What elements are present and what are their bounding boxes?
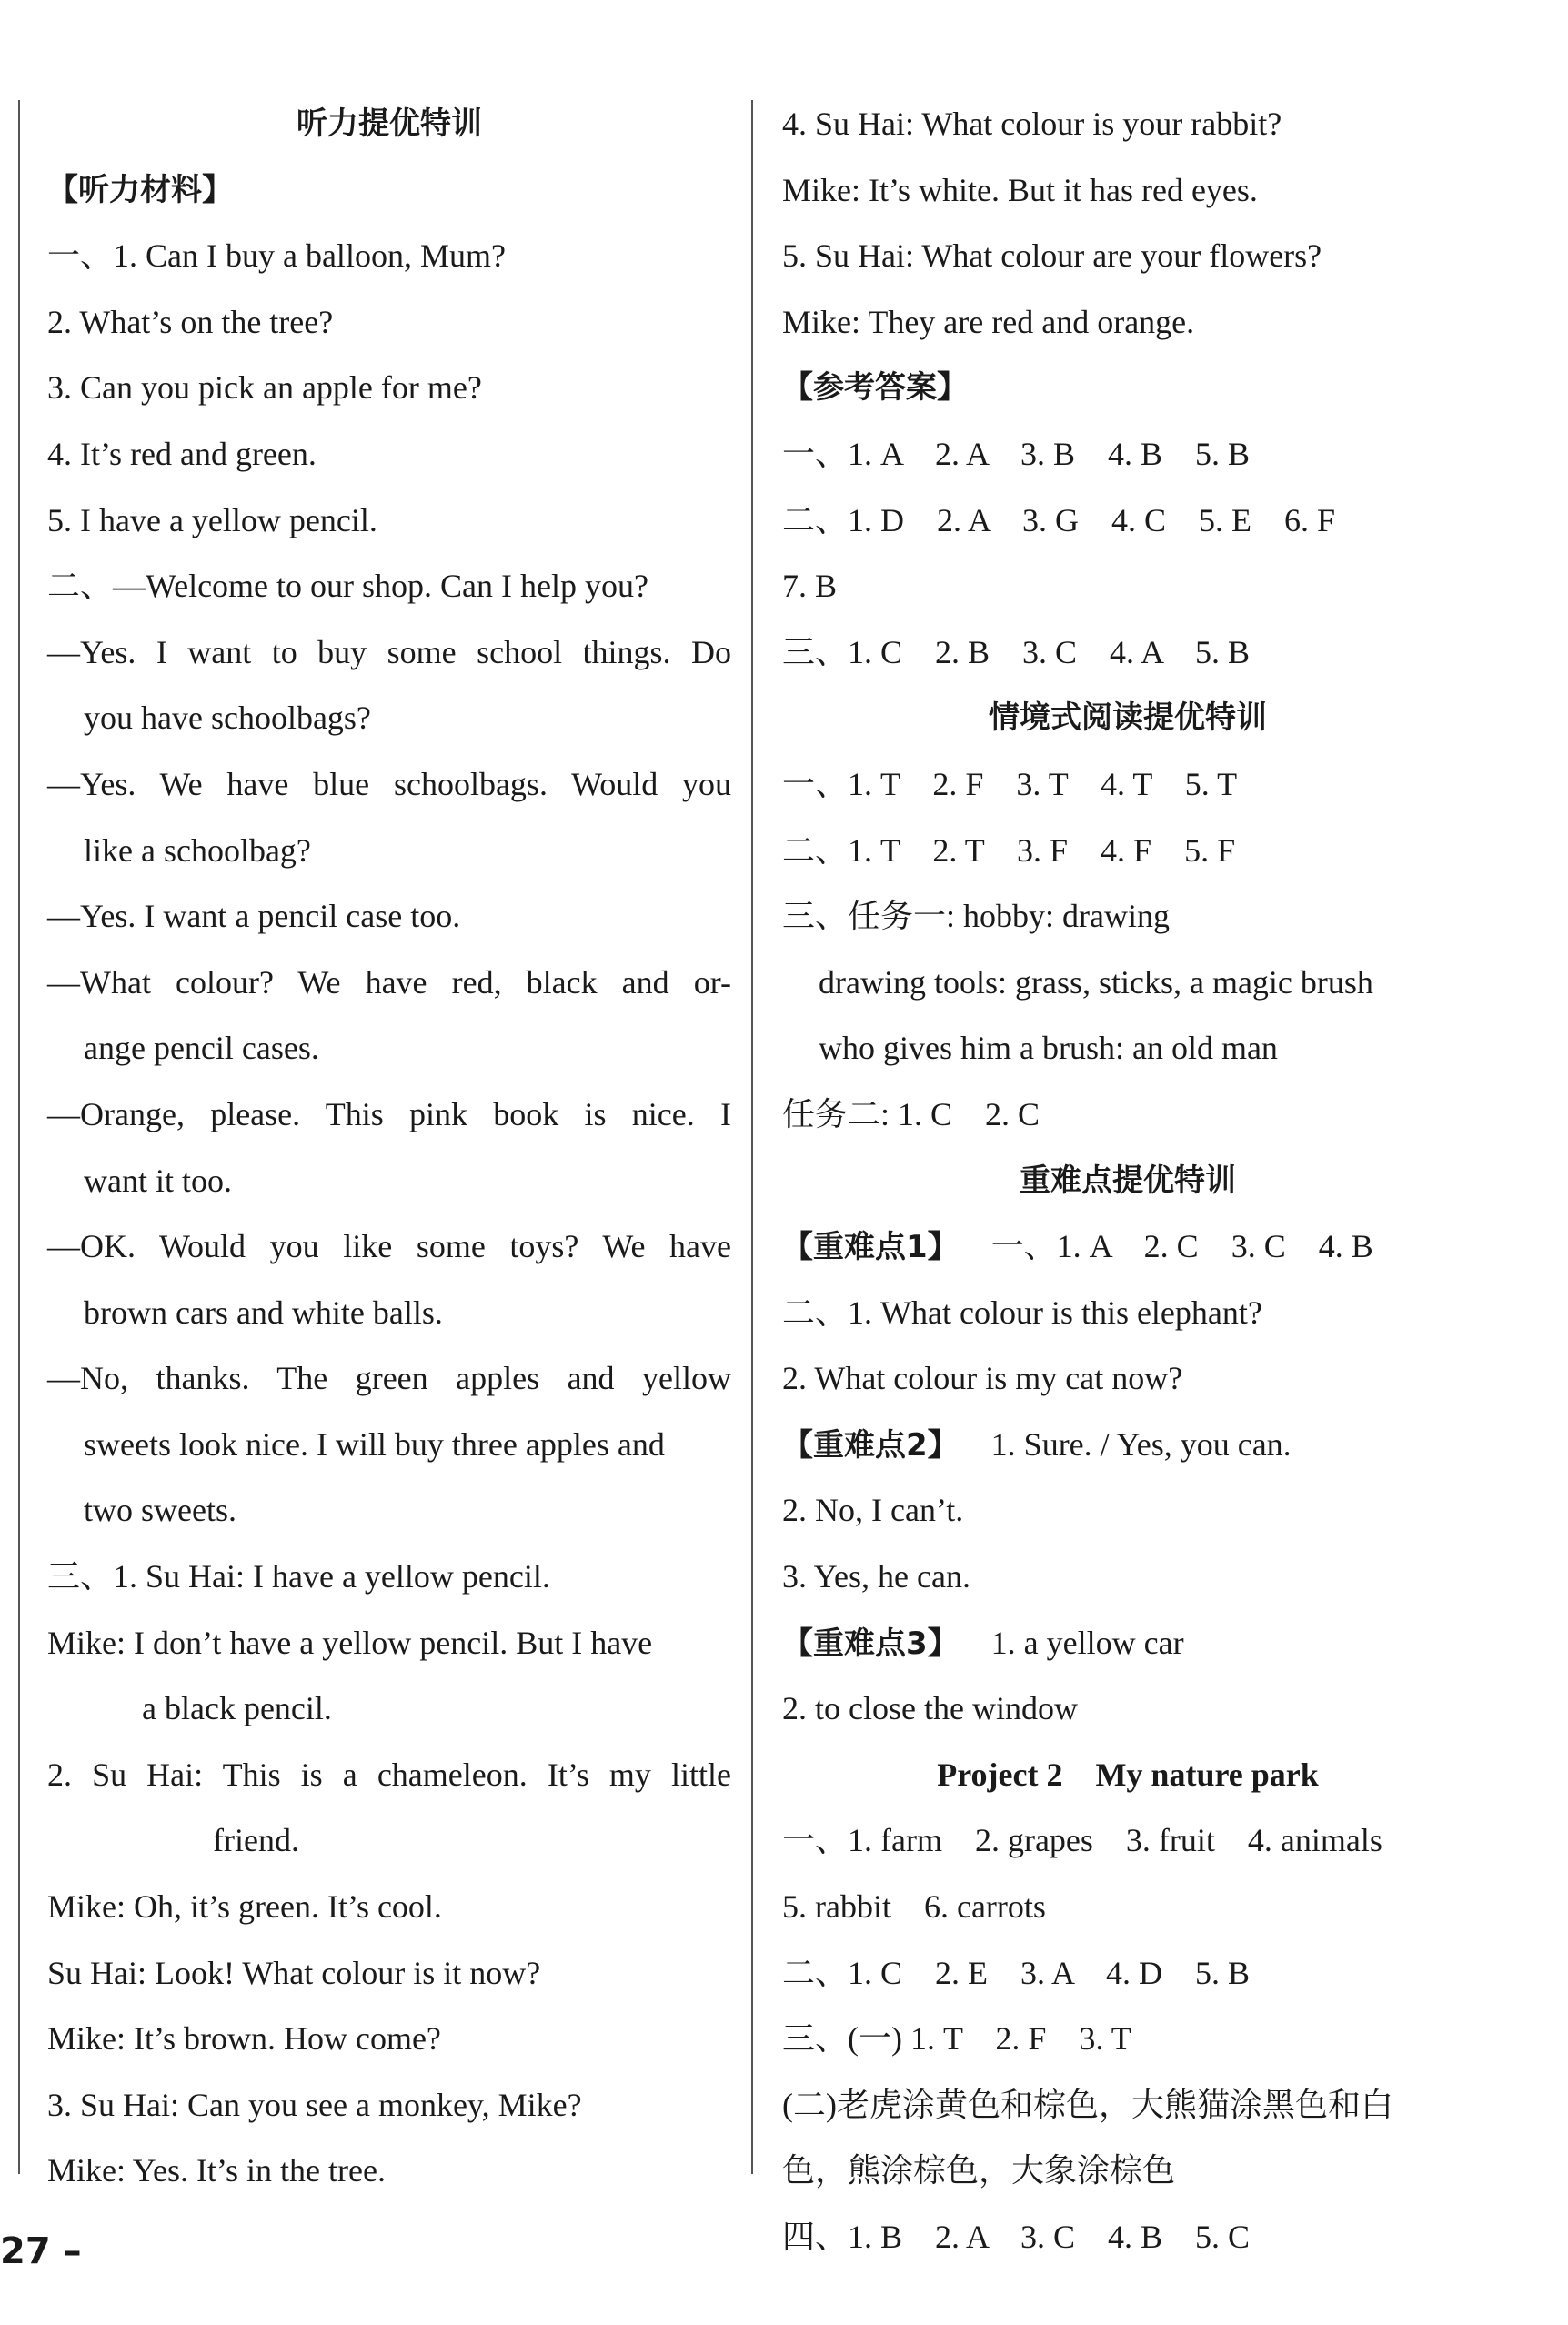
key-point-3-label: 【重难点3】: [782, 1625, 959, 1662]
text-line: Mike: It’s brown. How come?: [47, 2020, 441, 2058]
text-line: want it too.: [84, 1162, 232, 1199]
subheading-listening-material: 【听力材料】: [47, 171, 233, 208]
text-line: 2. Su Hai: This is a chameleon. It’s my little: [47, 1756, 731, 1793]
text-line: sweets look nice. I will buy three apples and: [84, 1425, 665, 1463]
column-divider: [751, 100, 753, 2174]
text-line: 5. Su Hai: What colour are your flowers?: [782, 237, 1322, 275]
answer-line: 三、任务一: hobby: drawing: [782, 898, 1170, 935]
page-number: 27 –: [0, 2230, 82, 2272]
key-point-2-answers: 1. Sure. / Yes, you can.: [990, 1425, 1292, 1463]
text-line: you have schoolbags?: [84, 700, 371, 737]
answer-line-key-point-2: [782, 1412, 1473, 1478]
text-line: brown cars and white balls.: [84, 1293, 443, 1331]
text-line: Mike: They are red and orange.: [782, 303, 1195, 340]
text-line: —What colour? We have red, black and or-: [47, 963, 731, 1001]
answer-line: 二、1. T 2. T 3. F 4. F 5. F: [782, 831, 1236, 869]
text-line: like a schoolbag?: [84, 831, 311, 869]
answer-line: 5. rabbit 6. carrots: [782, 1888, 1046, 1926]
answer-line: 3. Yes, he can.: [782, 1558, 970, 1595]
text-line: ange pencil cases.: [84, 1030, 319, 1067]
text-line: friend.: [213, 1822, 299, 1859]
text-line: 4. It’s red and green.: [47, 435, 317, 472]
text-line: —Yes. I want to buy some school things. Do: [47, 633, 731, 670]
answer-line: drawing tools: grass, sticks, a magic brush: [819, 963, 1373, 1001]
answer-line: who gives him a brush: an old man: [819, 1030, 1278, 1067]
text-line: Mike: It’s white. But it has red eyes.: [782, 171, 1258, 208]
text-line: —No, thanks. The green apples and yellow: [47, 1360, 731, 1397]
text-line: Mike: Yes. It’s in the tree.: [47, 2152, 386, 2189]
text-line: 2. What’s on the tree?: [47, 303, 334, 340]
answer-line: 三、1. C 2. B 3. C 4. A 5. B: [782, 633, 1251, 670]
text-line: 5. I have a yellow pencil.: [47, 501, 377, 538]
answer-line: 2. What colour is my cat now?: [782, 1360, 1183, 1397]
answer-line: 二、1. C 2. E 3. A 4. D 5. B: [782, 1954, 1251, 1991]
answer-line: 任务二: 1. C 2. C: [782, 1095, 1040, 1132]
text-line: 3. Can you pick an apple for me?: [47, 369, 482, 407]
text-line: —Orange, please. This pink book is nice. I: [47, 1095, 731, 1132]
text-line: 一、1. Can I buy a balloon, Mum?: [47, 237, 506, 275]
key-point-1-label: 【重难点1】: [782, 1229, 959, 1266]
section-heading-reading: 情境式阅读提优特训: [989, 700, 1267, 737]
answer-line: 二、1. D 2. A 3. G 4. C 5. E 6. F: [782, 501, 1336, 538]
text-line: a black pencil.: [142, 1690, 332, 1727]
subheading-answers: 【参考答案】: [782, 369, 968, 407]
text-line: —Yes. I want a pencil case too.: [47, 898, 461, 935]
left-column: [47, 91, 731, 2204]
key-point-3-answers: 1. a yellow car: [990, 1624, 1184, 1661]
section-heading-listening: 听力提优特训: [297, 106, 482, 142]
text-line: 二、—Welcome to our shop. Can I help you?: [47, 568, 648, 605]
answer-line: 7. B: [782, 568, 838, 605]
section-heading-project-2: Project 2 My nature park: [937, 1756, 1319, 1793]
text-line: —OK. Would you like some toys? We have: [47, 1228, 731, 1265]
answer-line: 2. to close the window: [782, 1690, 1078, 1727]
answer-line: 三、(一) 1. T 2. F 3. T: [782, 2020, 1131, 2058]
text-line: Mike: Oh, it’s green. It’s cool.: [47, 1888, 442, 1926]
answer-line: 2. No, I can’t.: [782, 1492, 964, 1529]
key-point-2-label: 【重难点2】: [782, 1426, 959, 1464]
answer-line: 二、1. What colour is this elephant?: [782, 1293, 1262, 1331]
text-line: 三、1. Su Hai: I have a yellow pencil.: [47, 1558, 550, 1595]
answer-line: 一、1. farm 2. grapes 3. fruit 4. animals: [782, 1822, 1382, 1859]
answer-line: 一、1. T 2. F 3. T 4. T 5. T: [782, 765, 1238, 802]
answer-line-key-point-1: [782, 1213, 1473, 1280]
text-line: —Yes. We have blue schoolbags. Would you: [47, 765, 731, 802]
left-margin-rule: [18, 100, 20, 2174]
text-line: 3. Su Hai: Can you see a monkey, Mike?: [47, 2086, 582, 2123]
text-line: two sweets.: [84, 1492, 236, 1529]
text-line: Su Hai: Look! What colour is it now?: [47, 1954, 541, 1991]
answer-line: 色，熊涂棕色，大象涂棕色: [782, 2152, 1176, 2189]
right-column: [782, 91, 1473, 2270]
answer-line: 一、1. A 2. A 3. B 4. B 5. B: [782, 435, 1251, 472]
answer-line: 四、1. B 2. A 3. C 4. B 5. C: [782, 2219, 1251, 2255]
section-heading-key-points: 重难点提优特训: [1020, 1162, 1236, 1199]
answer-line: (二)老虎涂黄色和棕色，大熊猫涂黑色和白: [782, 2086, 1393, 2123]
text-line: Mike: I don’t have a yellow pencil. But I have: [47, 1624, 653, 1661]
text-line: 4. Su Hai: What colour is your rabbit?: [782, 106, 1282, 142]
answer-line-key-point-3: [782, 1610, 1473, 1676]
key-point-1-answers: 一、1. A 2. C 3. C 4. B: [990, 1228, 1373, 1265]
